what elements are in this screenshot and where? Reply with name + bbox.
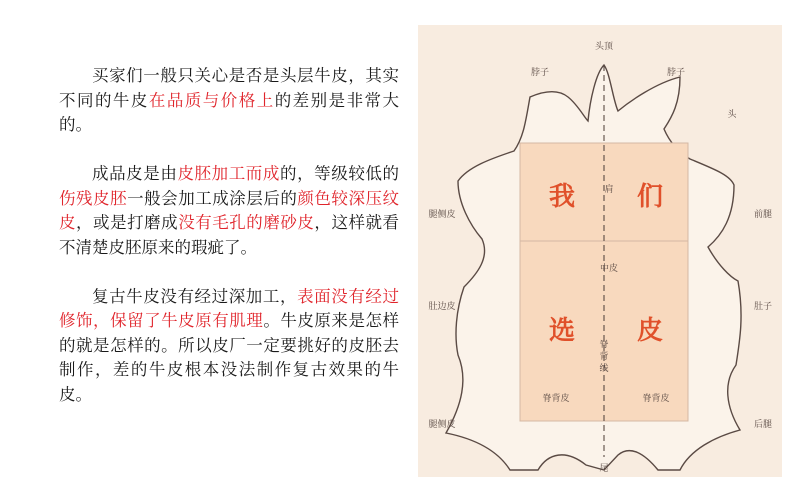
label-belly-edge: 肚边皮 [428, 302, 456, 312]
label-top-head: 头顶 [594, 42, 614, 52]
paragraph-3 [59, 285, 399, 408]
cowhide-svg [418, 25, 782, 477]
label-leg-lower-left: 腿侧皮 [428, 420, 456, 430]
label-front-leg: 前腿 [753, 210, 773, 220]
label-shoulder: 肩 [604, 185, 614, 195]
label-neck-right: 脖子 [666, 68, 686, 78]
article-text [59, 64, 399, 432]
label-spine-2: 背 [599, 352, 609, 362]
cowhide-diagram [418, 25, 782, 477]
big-char-xuan: 选 [548, 316, 576, 346]
label-mid: 中皮 [599, 264, 619, 274]
label-neck-left: 脖子 [530, 68, 550, 78]
label-tail: 尾 [599, 464, 609, 474]
body-text: ，这样就看不清楚皮胚原来的瑕疵了。 [59, 213, 400, 257]
body-text: 复古牛皮没有经过深加工， [92, 286, 298, 306]
body-text: 的，等级较低的 [279, 164, 400, 183]
label-leg-upper-left: 腿侧皮 [428, 210, 456, 220]
big-char-men: 们 [636, 182, 664, 212]
body-text: 成品皮是由 [92, 164, 178, 183]
highlight-text: 皮胚加工而成 [177, 164, 280, 183]
label-belly: 肚子 [753, 302, 773, 312]
highlight-text: 没有毛孔的磨砂皮 [178, 213, 315, 232]
highlight-text: 表面没有经过修饰，保留了牛皮原有肌理 [59, 286, 400, 330]
paragraph-2 [59, 162, 399, 260]
body-text: ，或是打磨成 [76, 213, 179, 232]
label-head: 头 [727, 110, 737, 120]
label-back-left: 脊背皮 [542, 394, 570, 404]
body-text: 买家们一般只关心是否是头层牛皮，其实不同的牛皮 [59, 66, 399, 110]
highlight-text: 颜色较深压纹皮 [59, 188, 400, 232]
body-text: 一般会加工成涂层后的 [127, 188, 298, 208]
highlight-text: 伤残皮胚 [59, 188, 128, 208]
label-spine-1: 脊 [599, 340, 609, 350]
label-spine-3: 线 [599, 364, 609, 374]
label-hind-leg: 后腿 [753, 420, 773, 430]
big-char-pi: 皮 [636, 316, 664, 346]
body-text: 。牛皮原来是怎样的就是怎样的。所以皮厂一定要挑好的皮胚去制作，差的牛皮根本没法制作复古效果的牛皮。 [59, 311, 400, 404]
highlight-text: 在品质与价格上 [148, 90, 275, 110]
body-text: 的差别是非常大的。 [59, 90, 400, 134]
paragraph-1 [59, 64, 399, 138]
label-back-right: 脊背皮 [642, 394, 670, 404]
big-char-wo: 我 [548, 182, 576, 212]
